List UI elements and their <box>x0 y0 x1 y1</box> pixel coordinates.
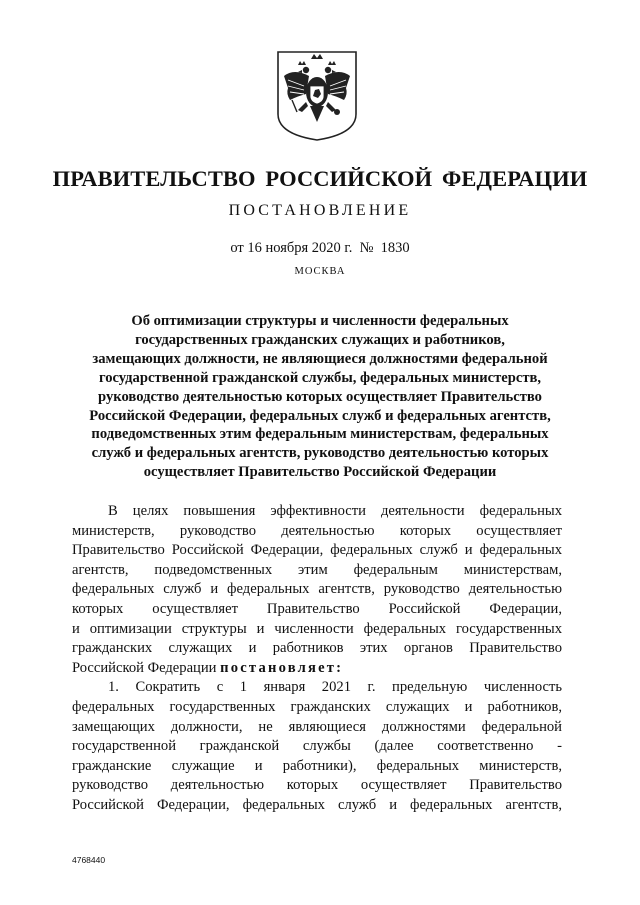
body-line: которых осуществляет Правительство Российской Федерации, <box>72 600 562 617</box>
body-text-fragment: Российской Федерации <box>72 659 221 676</box>
body-line: 1. Сократить с 1 января 2021 г. предельную численность <box>108 679 562 696</box>
body-line: Правительство Российской Федерации, федеральных служб и федеральных <box>72 542 562 559</box>
body-line: федеральных служб и федеральных агентств, руководство деятельностью <box>72 581 562 598</box>
subject-line: Российской Федерации, федеральных служб и федеральных агентств, <box>89 407 551 424</box>
document-subject <box>60 312 580 482</box>
subject-line: осуществляет Правительство Российской Федерации <box>143 464 497 481</box>
coat-of-arms-emblem-icon <box>276 50 358 142</box>
body-line: руководство деятельностью которых осуществляет Правительство <box>72 777 562 794</box>
body-line: агентств, подведомственных этим федеральным министерствам, <box>72 561 562 578</box>
subject-line: руководство деятельностью которых осуществляет Правительство <box>98 388 542 405</box>
document-date-number: от 16 ноября 2020 г. № 1830 <box>230 240 410 256</box>
subject-line: замещающих должности, не являющиеся должностями федеральной <box>92 350 548 367</box>
body-line: государственной гражданской службы (далее соответственно - <box>72 738 562 755</box>
document-city: МОСКВА <box>294 266 346 277</box>
body-line: министерств, руководство деятельностью которых осуществляет <box>72 522 562 539</box>
body-line-decree <box>72 659 562 679</box>
subject-line: подведомственных этим федеральным министерствам, федеральных <box>91 426 549 443</box>
subject-line: Об оптимизации структуры и численности федеральных <box>131 313 509 329</box>
body-line: федеральных государственных гражданских служащих и работников, <box>72 698 562 715</box>
decree-word: постановляет: <box>220 659 344 676</box>
body-line: В целях повышения эффективности деятельности федеральных <box>108 503 562 519</box>
document-type: ПОСТАНОВЛЕНИЕ <box>228 202 412 219</box>
body-line: гражданские служащие и работники), федеральных министерств, <box>72 757 562 774</box>
document-code: 4768440 <box>72 855 106 865</box>
subject-line: государственных гражданских служащих и работников, <box>135 331 505 348</box>
body-line: Российской Федерации, федеральных служб и федеральных агентств, <box>72 796 562 813</box>
subject-line: служб и федеральных агентств, руководство деятельностью которых <box>91 445 549 462</box>
subject-line: государственной гражданской службы, федеральных министерств, <box>98 369 542 386</box>
government-title: ПРАВИТЕЛЬСТВО РОССИЙСКОЙ ФЕДЕРАЦИИ <box>52 166 588 191</box>
body-line: и оптимизации структуры и численности федеральных государственных <box>72 620 562 637</box>
body-line: гражданских служащих и работников этих органов Правительство <box>72 640 562 657</box>
body-line: замещающих должности, не являющиеся должностями федеральной <box>72 718 562 735</box>
document-body <box>72 502 562 816</box>
